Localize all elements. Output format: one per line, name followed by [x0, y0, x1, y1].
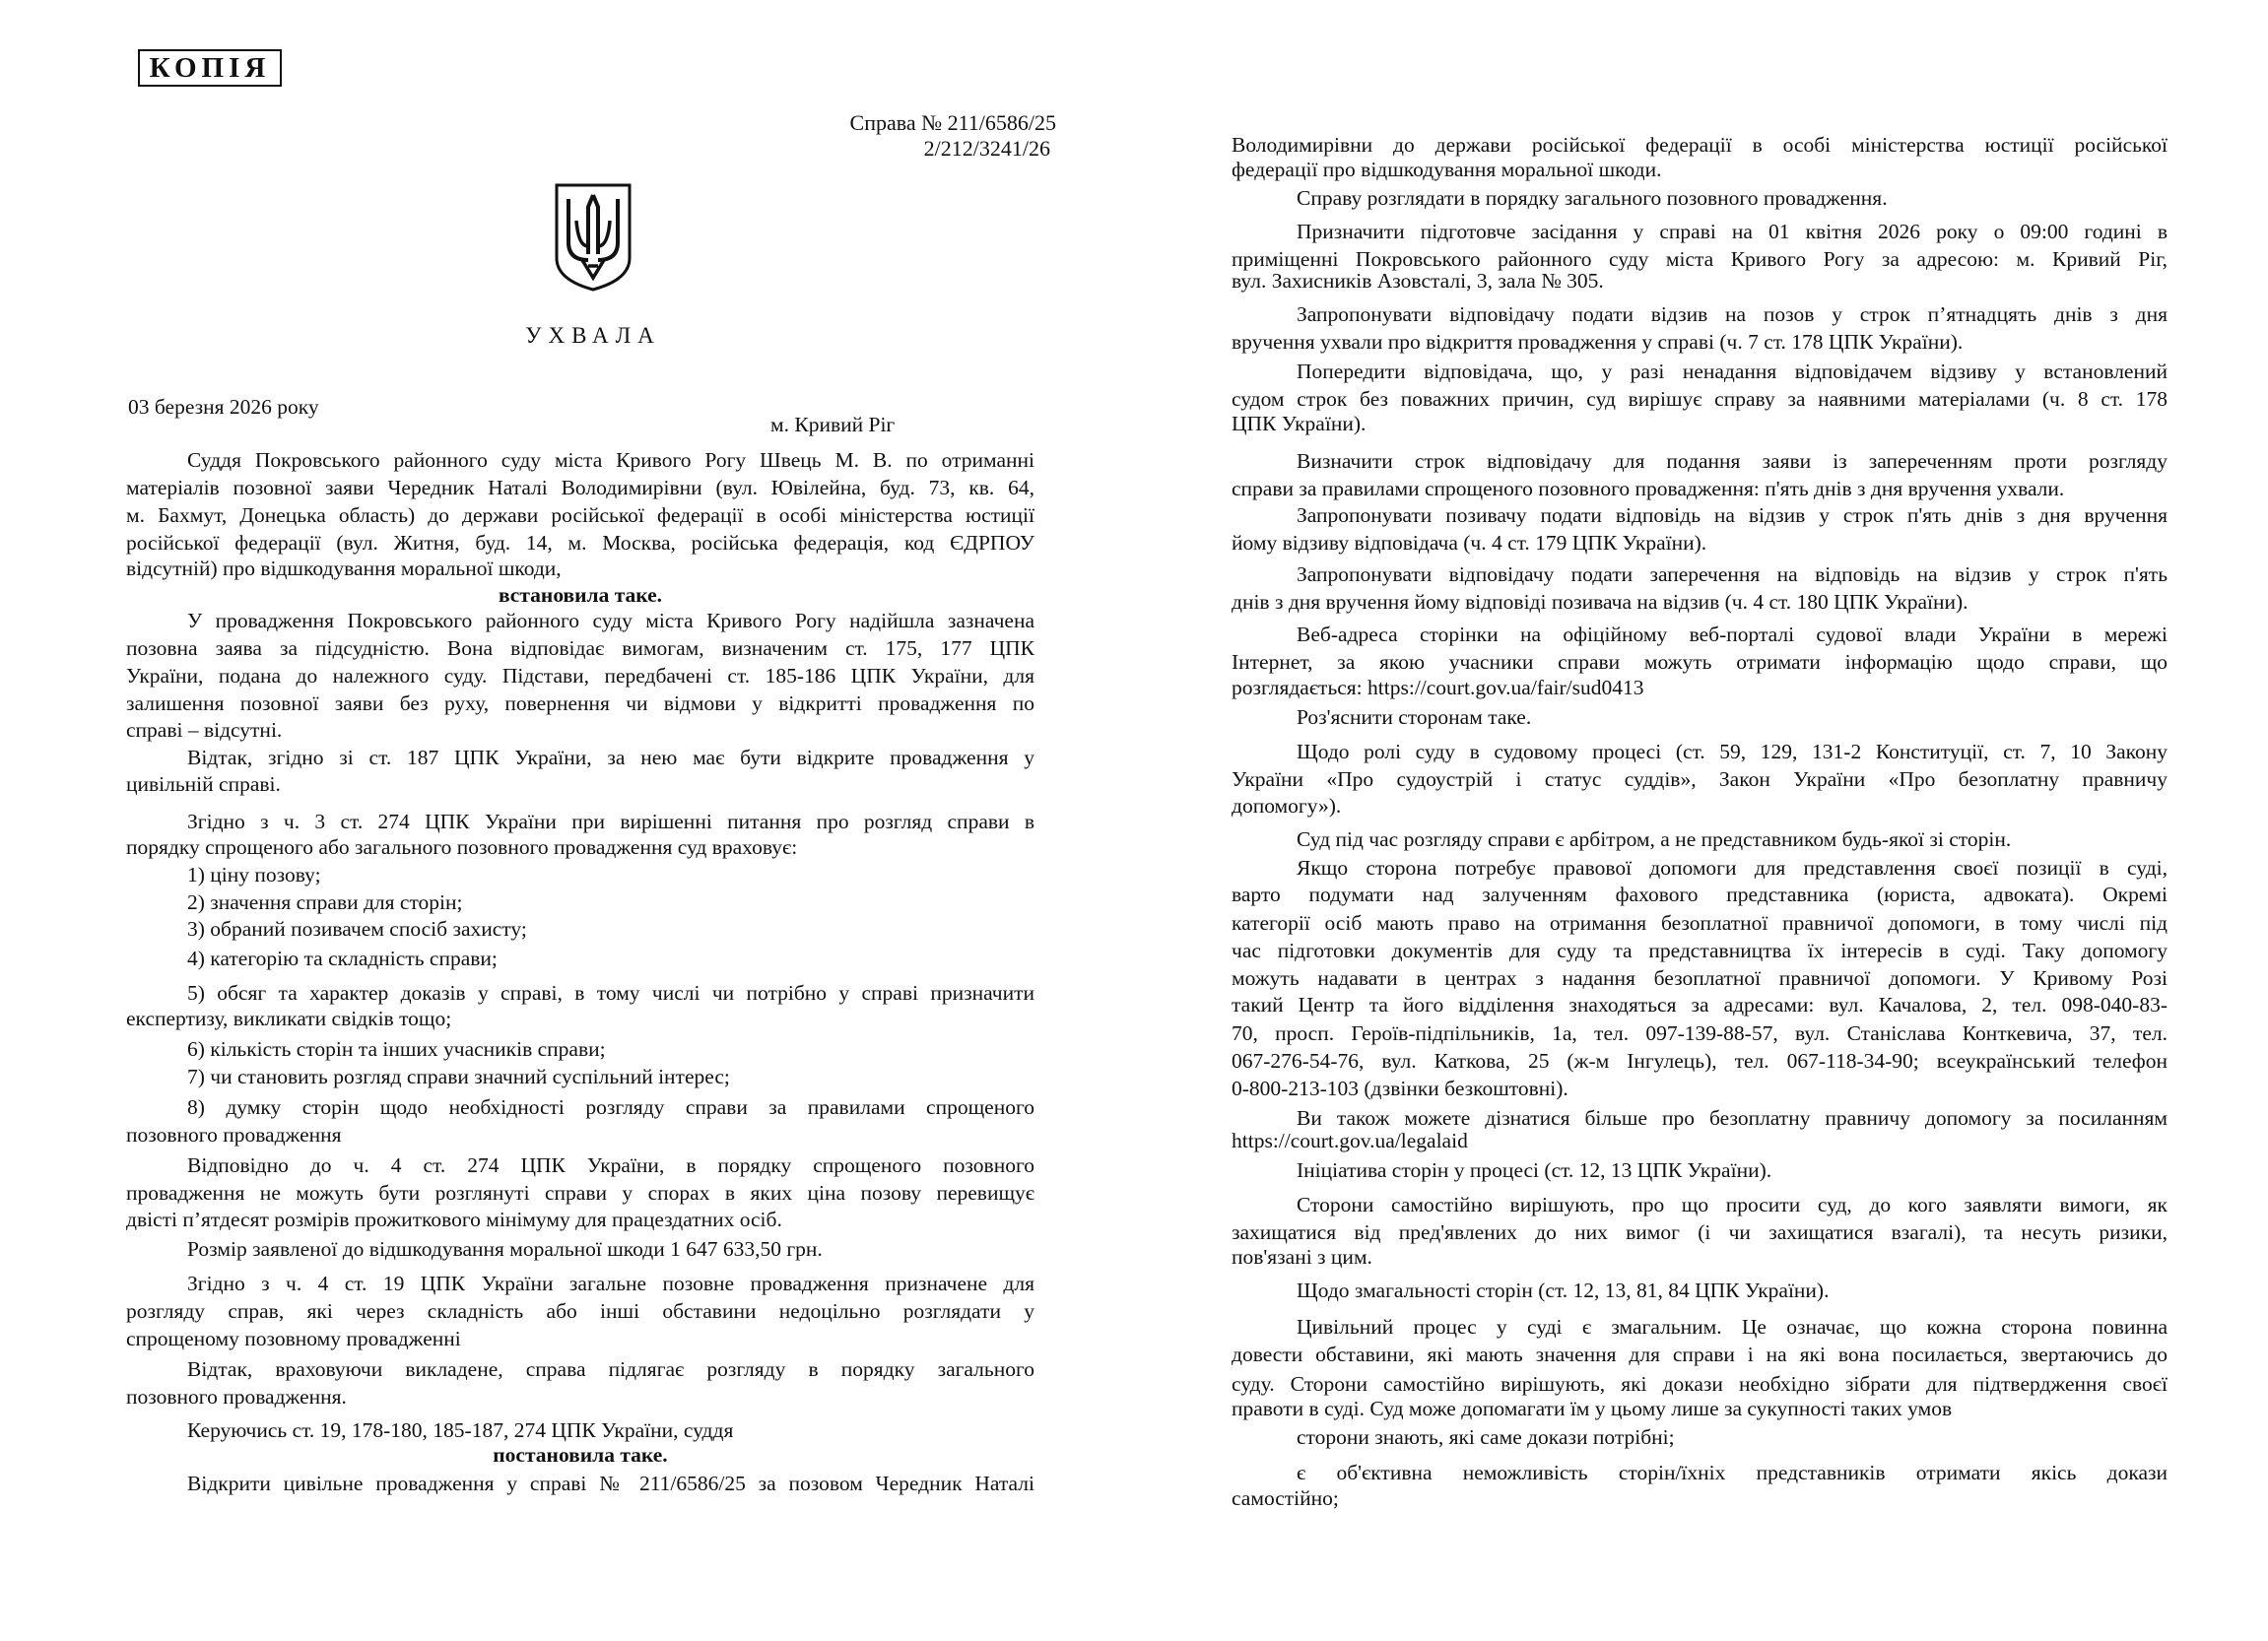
text-line: Запропонувати відповідачу подати заперечення на відповідь на відзив у строк п'ять — [1297, 562, 2168, 586]
text-line: України, подана до належного суду. Підстави, передбачені ст. 185-186 ЦПК України, для — [126, 664, 1034, 688]
text-line: Володимирівни до держави російської федерації в особі міністерства юстиції російської — [1232, 133, 2168, 157]
text-line: російської федерації (вул. Житня, буд. 14, м. Москва, російська федерація, код ЄДРПОУ — [126, 531, 1034, 555]
text-line: самостійно; — [1232, 1486, 1339, 1510]
text-line: Ініціатива сторін у процесі (ст. 12, 13 ЦПК України). — [1297, 1158, 1772, 1182]
text-line: Веб-адреса сторінки на офіційному веб-порталі судової влади України в мережі — [1297, 623, 2168, 646]
text-line: пов'язані з цим. — [1232, 1245, 1372, 1269]
text-line: можуть надавати в центрах з надання безоплатної правничої допомоги. У Кривому Розі — [1232, 966, 2168, 990]
text-line: суду. Сторони самостійно вирішують, які докази необхідно зібрати для підтвердження своєї — [1232, 1372, 2168, 1396]
text-line: спрощеному позовному провадженні — [126, 1327, 461, 1350]
section-heading: встановила таке. — [498, 583, 663, 607]
text-line: 1) ціну позову; — [187, 863, 321, 886]
text-line: 7) чи становить розгляд справи значний суспільний інтерес; — [187, 1065, 730, 1088]
text-line: Щодо ролі суду в судовому процесі (ст. 59, 129, 131-2 Конституції, ст. 7, 10 Закону — [1297, 740, 2168, 763]
text-line: Справу розглядати в порядку загального позовного провадження. — [1297, 186, 1888, 210]
text-line: відсутній) про відшкодування моральної шкоди, — [126, 557, 562, 580]
text-line: 70, просп. Героїв-підпільників, 1а, тел. 097-139-88-57, вул. Станіслава Конткевича, 37, тел. — [1232, 1021, 2168, 1045]
text-line: справі – відсутні. — [126, 718, 283, 742]
text-line: правоти в суді. Суд може допомагати їм у цьому лише за сукупності таких умов — [1232, 1397, 1953, 1420]
text-line: Інтернет, за якою учасники справи можуть отримати інформацію щодо справи, що — [1232, 650, 2168, 674]
text-line: допомогу»). — [1232, 794, 1342, 818]
text-line: вручення ухвали про відкриття провадження у справі (ч. 7 ст. 178 ЦПК України). — [1232, 330, 1964, 354]
text-line: йому відзиву відповідача (ч. 4 ст. 179 ЦПК України). — [1232, 531, 1707, 555]
text-line: https://court.gov.ua/legalaid — [1232, 1129, 1468, 1152]
text-line: Визначити строк відповідачу для подання заяви із запереченням проти розгляду — [1297, 449, 2168, 473]
text-line: 8) думку сторін щодо необхідності розгляду справи за правилами спрощеного — [187, 1095, 1034, 1119]
text-line: Згідно з ч. 3 ст. 274 ЦПК України при вирішенні питання про розгляд справи в — [187, 810, 1034, 833]
document-title: УХВАЛА — [525, 323, 661, 348]
text-line: Відтак, враховуючи викладене, справа підлягає розгляду в порядку загального — [187, 1357, 1034, 1381]
text-line: є об'єктивна неможливість сторін/їхніх представників отримати якісь докази — [1297, 1461, 2168, 1484]
text-line: Якщо сторона потребує правової допомоги для представлення своєї позиції в суді, — [1297, 856, 2168, 880]
text-line: захищатися від пред'явлених до них вимог (і чи захищатися взагалі), та несуть ризики, — [1232, 1220, 2168, 1244]
text-line: України «Про судоустрій і статус суддів», Закон України «Про безоплатну правничу — [1232, 767, 2168, 791]
text-line: Відповідно до ч. 4 ст. 274 ЦПК України, в порядку спрощеного позовного — [187, 1153, 1034, 1177]
text-line: позовного провадження — [126, 1123, 342, 1147]
text-line: Призначити підготовче засідання у справі на 01 квітня 2026 року о 09:00 годині в — [1297, 220, 2168, 243]
coat-of-arms-trident-icon — [553, 181, 634, 292]
text-line: Суддя Покровського районного суду міста Кривого Рогу Швець М. В. по отриманні — [187, 448, 1034, 472]
case-number: Справа № 211/6586/25 — [849, 110, 1056, 135]
text-line: експертизу, викликати свідків тощо; — [126, 1007, 452, 1030]
text-line: варто подумати над залученням фахового представника (юриста, адвоката). Окремі — [1232, 883, 2168, 906]
text-line: ЦПК України). — [1232, 412, 1367, 435]
text-line: Відтак, згідно зі ст. 187 ЦПК України, за нею має бути відкрите провадження у — [187, 746, 1034, 769]
text-line: розгляду справ, які через складність або інші обставини недоцільно розглядати у — [126, 1299, 1034, 1323]
text-line: час підготовки документів для суду та представництва їх інтересів в суді. Таку допомогу — [1232, 939, 2168, 962]
text-line: Керуючись ст. 19, 178-180, 185-187, 274 ЦПК України, суддя — [187, 1418, 734, 1442]
document-city: м. Кривий Ріг — [770, 413, 896, 436]
text-line: У провадження Покровського районного суду міста Кривого Рогу надійшла зазначена — [187, 609, 1034, 632]
text-line: Ви також можете дізнатися більше про безоплатну правничу допомогу за посиланням — [1297, 1106, 2168, 1130]
text-line: двісті п’ятдесят розмірів прожиткового мінімуму для працездатних осіб. — [126, 1208, 782, 1231]
section-heading: постановила таке. — [493, 1443, 668, 1467]
text-line: Сторони самостійно вирішують, про що просити суд, до кого заявляти вимоги, як — [1297, 1193, 2168, 1216]
document-date: 03 березня 2026 року — [128, 395, 319, 419]
text-line: категорії осіб мають право на отримання безоплатної правничої допомоги, в тому числі під — [1232, 911, 2168, 935]
text-line: 4) категорію та складність справи; — [187, 947, 498, 970]
text-line: днів з дня вручення йому відповіді позивача на відзив (ч. 4 ст. 180 ЦПК України). — [1232, 590, 1968, 614]
text-line: 6) кількість сторін та інших учасників справи; — [187, 1037, 606, 1061]
text-line: справи за правилами спрощеного позовного провадження: п'ять днів з дня вручення ухвали. — [1232, 477, 2065, 500]
text-line: Запропонувати позивачу подати відповідь на відзив у строк п'ять днів з дня вручення — [1297, 503, 2168, 527]
text-line: судом строк без поважних причин, суд вирішує справу за наявними матеріалами (ч. 8 ст. 178 — [1232, 387, 2168, 411]
text-line: Розмір заявленої до відшкодування моральної шкоди 1 647 633,50 грн. — [187, 1237, 823, 1261]
text-line: довести обставини, які мають значення для справи і на які вона посилається, звертаючись до — [1232, 1343, 2168, 1366]
copy-stamp: КОПІЯ — [138, 49, 282, 87]
text-line: порядку спрощеного або загального позовного провадження суд враховує: — [126, 835, 798, 859]
text-line: 0-800-213-103 (дзвінки безкоштовні). — [1232, 1077, 1568, 1100]
text-line: розглядається: https://court.gov.ua/fair/sud0413 — [1232, 676, 1644, 699]
text-line: Згідно з ч. 4 ст. 19 ЦПК України загальне позовне провадження призначене для — [187, 1272, 1034, 1295]
text-line: сторони знають, які саме докази потрібні; — [1297, 1425, 1675, 1449]
text-line: Відкрити цивільне провадження у справі № 211/6586/25 за позовом Чередник Наталі — [187, 1472, 1034, 1495]
text-line: провадження не можуть бути розглянуті справи у спорах в яких ціна позову перевищує — [126, 1181, 1034, 1205]
text-line: 5) обсяг та характер доказів у справі, в тому числі чи потрібно у справі призначити — [187, 981, 1034, 1005]
text-line: Щодо змагальності сторін (ст. 12, 13, 81, 84 ЦПК України). — [1297, 1279, 1830, 1302]
proceeding-number: 2/212/3241/26 — [923, 136, 1050, 161]
text-line: 067-276-54-76, вул. Каткова, 25 (ж-м Інгулець), тел. 067-118-34-90; всеукраїнський телефон — [1232, 1049, 2168, 1073]
text-line: Цивільний процес у суді є змагальним. Це означає, що кожна сторона повинна — [1297, 1315, 2168, 1339]
text-line: цивільній справі. — [126, 772, 281, 796]
text-line: м. Бахмут, Донецька область) до держави російської федерації в особі міністерства юстиції — [126, 503, 1034, 527]
text-line: федерації про відшкодування моральної шкоди. — [1232, 158, 1662, 181]
text-line: Роз'яснити сторонам таке. — [1297, 705, 1532, 729]
text-line: Суд під час розгляду справи є арбітром, а не представником будь-якої зі сторін. — [1297, 827, 2012, 851]
text-line: Запропонувати відповідачу подати відзив на позов у строк п’ятнадцять днів з дня — [1297, 302, 2168, 326]
text-line: 2) значення справи для сторін; — [187, 890, 463, 914]
text-line: позовна заява за підсудністю. Вона відповідає вимогам, визначеним ст. 175, 177 ЦПК — [126, 636, 1034, 660]
text-line: такий Центр та його відділення знаходяться за адресами: вул. Качалова, 2, тел. 098-040-83- — [1232, 993, 2168, 1017]
text-line: матеріалів позовної заяви Чередник Наталі Володимирівни (вул. Ювілейна, буд. 73, кв. 64, — [126, 476, 1034, 499]
text-line: 3) обраний позивачем спосіб захисту; — [187, 917, 527, 941]
text-line: вул. Захисників Азовсталі, 3, зала № 305. — [1232, 269, 1604, 293]
text-line: Попередити відповідача, що, у разі ненадання відповідачем відзиву у встановлений — [1297, 360, 2168, 383]
text-line: залишення позовної заяви без руху, повернення чи відмови у відкритті провадження по — [126, 691, 1034, 715]
text-line: приміщенні Покровського районного суду міста Кривого Рогу за адресою: м. Кривий Ріг, — [1232, 247, 2168, 271]
text-line: позовного провадження. — [126, 1385, 347, 1409]
